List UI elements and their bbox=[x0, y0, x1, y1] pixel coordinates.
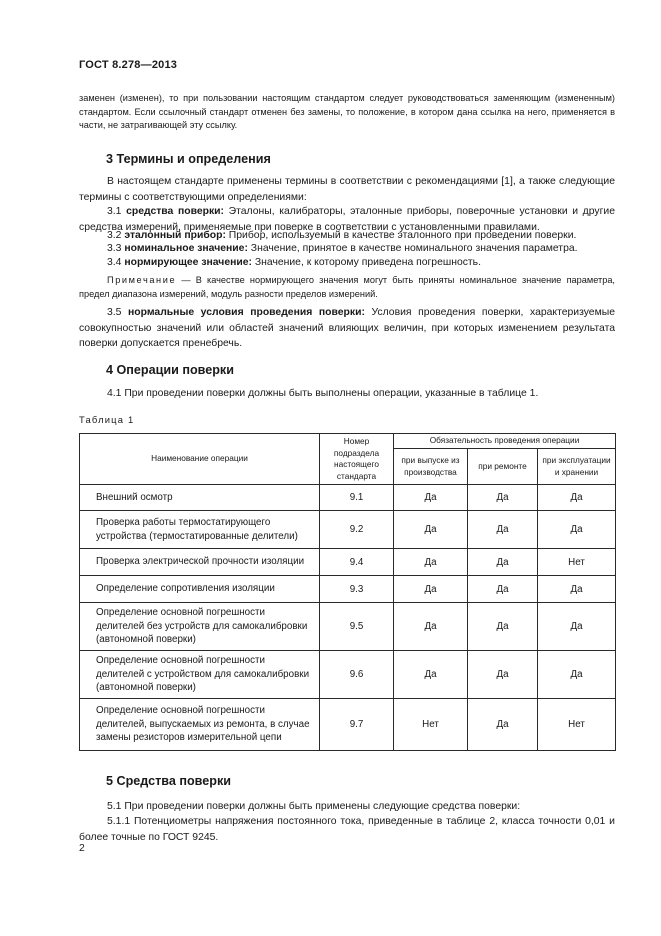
col-header-operation: при эксплуатации и хранении bbox=[538, 449, 616, 485]
section-3-intro: В настоящем стандарте применены термины в соответствии с рекомендациями [1], а также следующие термины с соответствующими определениями: bbox=[79, 176, 615, 203]
term-number: 3.4 bbox=[107, 257, 125, 268]
required-repair: Да bbox=[468, 651, 538, 699]
paragraph-5-1-1: 5.1.1 Потенциометры напряжения постоянного тока, приведенные в таблице 2, класса точности 0,01 и более точные по ГОСТ 9245. bbox=[79, 816, 615, 843]
table-caption: Таблица 1 bbox=[79, 414, 135, 425]
operation-name: Определение основной погрешности делителей с устройством для самокалибровки (автономной поверки) bbox=[80, 651, 320, 699]
section-3-title: 3 Термины и определения bbox=[106, 152, 271, 166]
term-3-5 bbox=[79, 305, 615, 352]
table-row bbox=[80, 549, 616, 576]
table-row bbox=[80, 511, 616, 549]
required-production: Да bbox=[394, 485, 468, 511]
subsection-number: 9.4 bbox=[320, 549, 394, 576]
term-number: 3.5 bbox=[107, 307, 129, 318]
required-operation: Да bbox=[538, 576, 616, 603]
required-repair: Да bbox=[468, 485, 538, 511]
operation-name: Определение основной погрешности делителей без устройств для самокалибровки (автономной поверки) bbox=[80, 603, 320, 651]
required-repair: Да bbox=[468, 603, 538, 651]
operation-name: Определение сопротивления изоляции bbox=[80, 576, 320, 603]
required-repair: Да bbox=[468, 511, 538, 549]
col-header-subsection-number: Номер подраздела настоящего стандарта bbox=[320, 434, 394, 485]
col-header-operation-name: Наименование операции bbox=[80, 434, 320, 485]
note bbox=[79, 274, 615, 301]
term-name: номинальное значение: bbox=[124, 243, 248, 254]
term-number: 3.2 bbox=[107, 230, 125, 241]
section-5-title: 5 Средства поверки bbox=[106, 774, 231, 788]
term-definition: Прибор, используемый в качестве эталонного при проведении поверки. bbox=[225, 230, 577, 241]
subsection-number: 9.2 bbox=[320, 511, 394, 549]
term-definition: Условия проведения поверки, характеризуемые совокупностью значений или областей значений влияющих величин, при которых изменением результата поверки допускается пренебречь. bbox=[79, 307, 615, 349]
note-label: Примечание bbox=[107, 275, 177, 285]
table-row bbox=[80, 485, 616, 511]
required-operation: Нет bbox=[538, 699, 616, 751]
subsection-number: 9.6 bbox=[320, 651, 394, 699]
note-text: — В качестве нормирующего значения могут быть приняты номинальное значение параметра, предел диапазона измерений, модуль разности пределов измерений. bbox=[79, 275, 615, 299]
term-number: 3.1 bbox=[107, 206, 127, 217]
required-production: Да bbox=[394, 651, 468, 699]
table-row bbox=[80, 603, 616, 651]
section-4-title: 4 Операции поверки bbox=[106, 363, 234, 377]
paragraph-4-1: 4.1 При проведении поверки должны быть выполнены операции, указанные в таблице 1. bbox=[107, 388, 539, 399]
col-header-repair: при ремонте bbox=[468, 449, 538, 485]
required-operation: Да bbox=[538, 511, 616, 549]
required-production: Да bbox=[394, 511, 468, 549]
required-production: Да bbox=[394, 549, 468, 576]
required-repair: Да bbox=[468, 549, 538, 576]
subsection-number: 9.7 bbox=[320, 699, 394, 751]
required-production: Нет bbox=[394, 699, 468, 751]
required-operation: Да bbox=[538, 485, 616, 511]
term-definition: Значение, принятое в качестве номинального значения параметра. bbox=[247, 243, 578, 254]
required-production: Да bbox=[394, 576, 468, 603]
term-name: средства поверки: bbox=[126, 206, 225, 217]
intro-paragraph: заменен (изменен), то при пользовании настоящим стандартом следует руководствоваться заменяющим (измененным) стандартом. Если ссылочный стандарт отменен без замены, то положение, в котором дана ссылка на него, применяется в части, не затрагивающей эту ссылку. bbox=[79, 93, 615, 130]
table-row bbox=[80, 576, 616, 603]
subsection-number: 9.3 bbox=[320, 576, 394, 603]
term-3-4 bbox=[79, 255, 615, 271]
term-name: нормирующее значение: bbox=[124, 257, 252, 268]
operation-name: Проверка работы термостатирующего устройства (термостатированные делители) bbox=[80, 511, 320, 549]
required-repair: Да bbox=[468, 576, 538, 603]
term-name: нормальные условия проведения поверки: bbox=[128, 307, 365, 318]
subsection-number: 9.5 bbox=[320, 603, 394, 651]
required-production: Да bbox=[394, 603, 468, 651]
operation-name: Определение основной погрешности делителей, выпускаемых из ремонта, в случае замены резисторов измерительной цепи bbox=[80, 699, 320, 751]
table-row bbox=[80, 651, 616, 699]
operation-name: Внешний осмотр bbox=[80, 485, 320, 511]
required-operation: Да bbox=[538, 651, 616, 699]
subsection-number: 9.1 bbox=[320, 485, 394, 511]
col-header-requirement: Обязательность проведения операции bbox=[394, 434, 616, 449]
required-operation: Нет bbox=[538, 549, 616, 576]
required-operation: Да bbox=[538, 603, 616, 651]
operations-table bbox=[79, 433, 616, 751]
term-definition: Значение, к которому приведена погрешность. bbox=[252, 257, 481, 268]
col-header-production: при выпуске из производства bbox=[394, 449, 468, 485]
term-name: эталонный прибор: bbox=[124, 230, 226, 241]
table-row bbox=[80, 699, 616, 751]
paragraph-5-1: 5.1 При проведении поверки должны быть применены следующие средства поверки: bbox=[107, 801, 521, 812]
term-number: 3.3 bbox=[107, 243, 125, 254]
page-number: 2 bbox=[79, 843, 85, 854]
operation-name: Проверка электрической прочности изоляции bbox=[80, 549, 320, 576]
document-header: ГОСТ 8.278—2013 bbox=[79, 59, 178, 71]
term-definition: Эталоны, калибраторы, эталонные приборы, поверочные установки и другие средства измерений, применяемые при поверке в соответствии с установленными правилами. bbox=[79, 206, 615, 233]
required-repair: Да bbox=[468, 699, 538, 751]
